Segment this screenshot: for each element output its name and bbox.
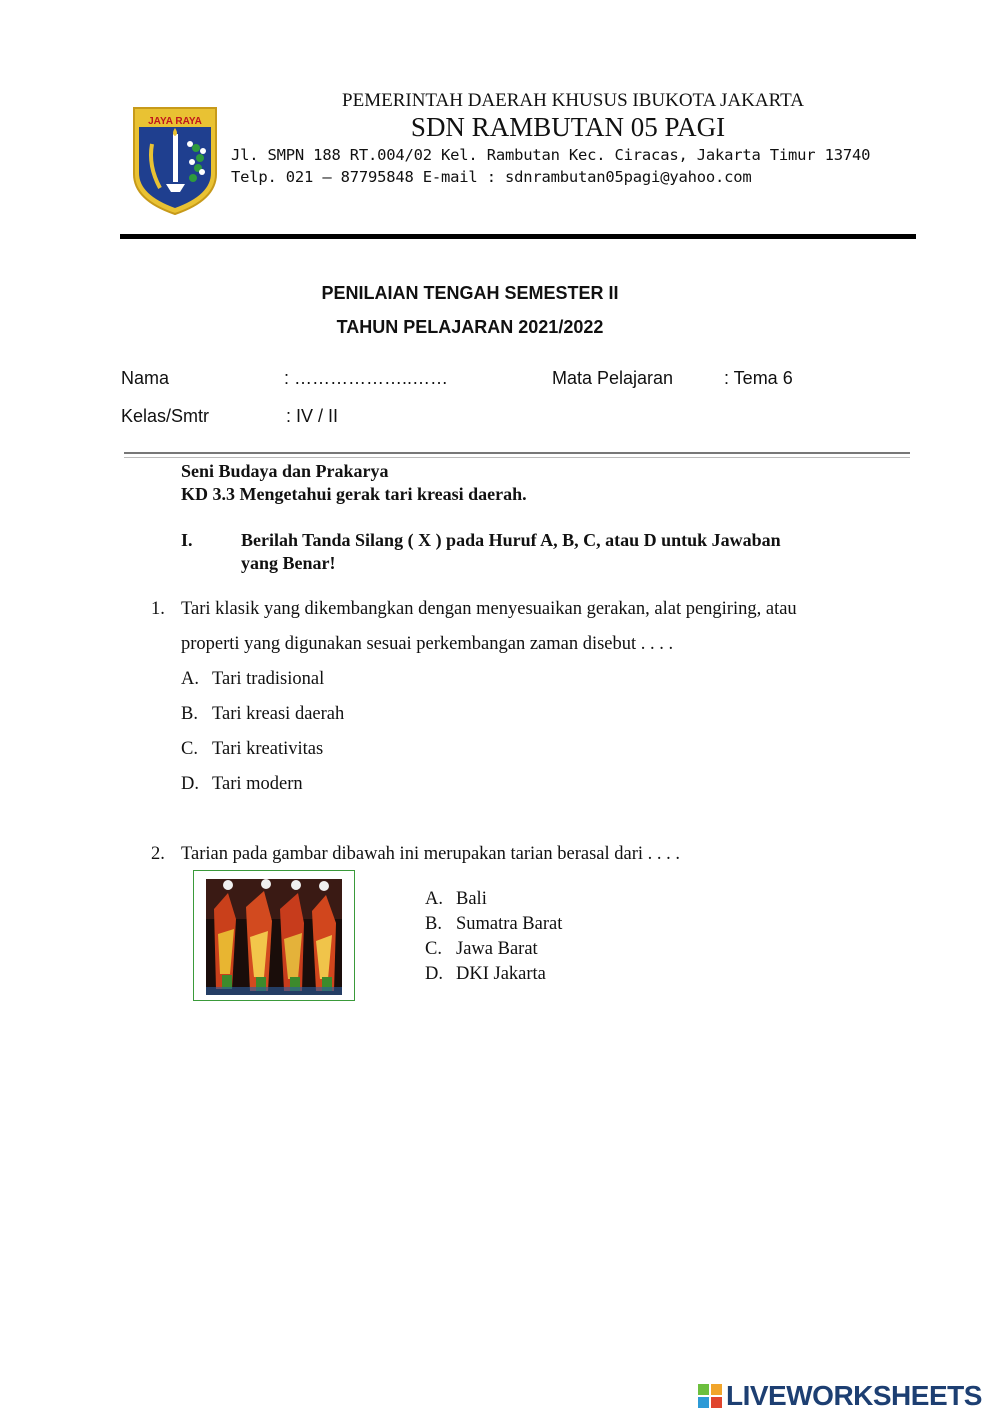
logo-motto: JAYA RAYA: [148, 116, 202, 127]
question-1-option-d-letter[interactable]: D.: [181, 774, 199, 794]
school-contact: Telp. 021 – 87795848 E-mail : sdnrambutan05pagi@yahoo.com: [231, 168, 752, 186]
school-name: SDN RAMBUTAN 05 PAGI: [410, 112, 726, 142]
fields-divider: [124, 452, 910, 458]
government-name: PEMERINTAH DAERAH KHUSUS IBUKOTA JAKARTA: [342, 90, 804, 111]
exam-title: PENILAIAN TENGAH SEMESTER II: [321, 283, 619, 303]
question-2-option-b-letter[interactable]: B.: [425, 914, 442, 934]
question-2-option-c-text: Jawa Barat: [456, 939, 538, 959]
instruction-line-2: yang Benar!: [241, 553, 336, 573]
question-1-text-line-1: Tari klasik yang dikembangkan dengan menyesuaikan gerakan, alat pengiring, atau: [181, 599, 797, 619]
question-1-option-d-text: Tari modern: [212, 774, 303, 794]
class-value: : IV / II: [286, 406, 339, 426]
question-2-option-a-text: Bali: [456, 889, 487, 909]
liveworksheets-wordmark: LIVEWORKSHEETS: [726, 1380, 982, 1411]
question-1-option-b-text: Tari kreasi daerah: [212, 704, 345, 724]
subject-label: Mata Pelajaran: [552, 368, 674, 388]
dance-photo: [193, 870, 355, 1001]
question-2-text: Tarian pada gambar dibawah ini merupakan tarian berasal dari . . . .: [181, 844, 681, 864]
question-2-option-d-text: DKI Jakarta: [456, 964, 546, 984]
question-2-option-d-letter[interactable]: D.: [425, 964, 443, 984]
question-1-option-a-text: Tari tradisional: [212, 669, 325, 689]
subject-value: : Tema 6: [724, 368, 793, 388]
name-label: Nama: [121, 368, 170, 388]
instruction-line-1: Berilah Tanda Silang ( X ) pada Huruf A, B, C, atau D untuk Jawaban: [241, 530, 781, 550]
question-2-option-a-letter[interactable]: A.: [425, 889, 443, 909]
question-1-option-a-letter[interactable]: A.: [181, 669, 199, 689]
question-1-number: 1.: [151, 599, 165, 619]
class-label: Kelas/Smtr: [121, 406, 210, 426]
header-divider: [120, 234, 916, 239]
question-2-option-c-letter[interactable]: C.: [425, 939, 442, 959]
liveworksheets-logo[interactable]: [698, 1380, 982, 1412]
exam-year: TAHUN PELAJARAN 2021/2022: [336, 317, 604, 337]
question-2-number: 2.: [151, 844, 165, 864]
liveworksheets-icon: [698, 1384, 722, 1408]
school-address: Jl. SMPN 188 RT.004/02 Kel. Rambutan Kec. Ciracas, Jakarta Timur 13740: [231, 146, 871, 164]
question-1-option-b-letter[interactable]: B.: [181, 704, 198, 724]
section-subject: Seni Budaya dan Prakarya: [181, 461, 389, 481]
section-kd: KD 3.3 Mengetahui gerak tari kreasi daerah.: [181, 484, 527, 504]
question-2-option-b-text: Sumatra Barat: [456, 914, 563, 934]
question-1-option-c-letter[interactable]: C.: [181, 739, 198, 759]
question-1-text-line-2: properti yang digunakan sesuai perkembangan zaman disebut . . . .: [181, 634, 674, 654]
question-1-option-c-text: Tari kreativitas: [212, 739, 324, 759]
name-field[interactable]: : ………………..……: [284, 368, 449, 388]
instruction-number: I.: [181, 530, 193, 550]
